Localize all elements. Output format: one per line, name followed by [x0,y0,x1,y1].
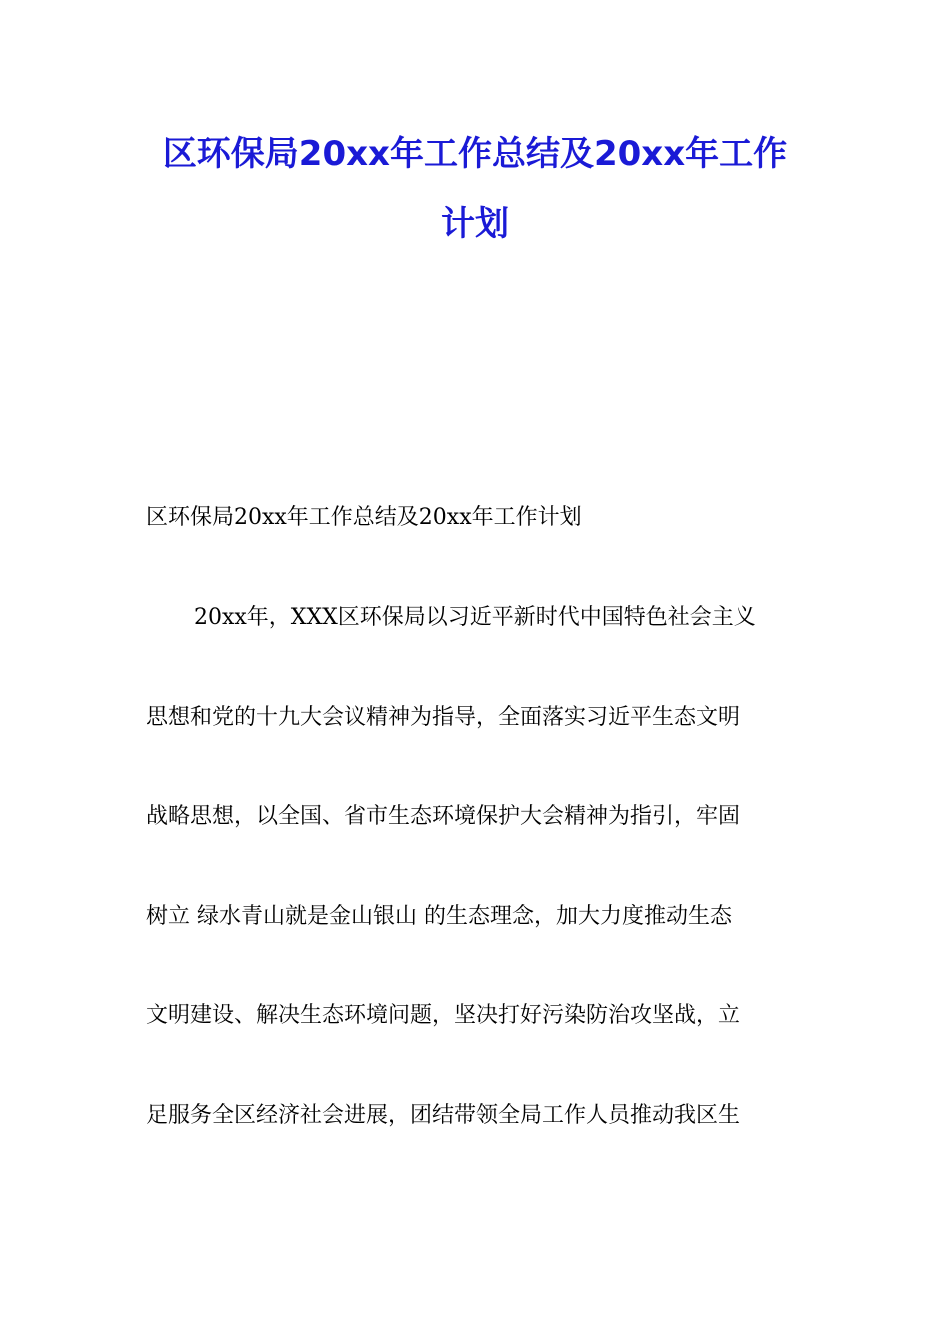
paragraph-line-4: 树立 绿水青山就是金山银山 的生态理念，加大力度推动生态 [146,904,732,929]
document-title-line-1: 区环保局20xx年工作总结及20xx年工作 [162,134,788,174]
paragraph-line-5: 文明建设、解决生态环境问题，坚决打好污染防治攻坚战，立 [146,1003,741,1028]
document-title-line-2: 计划 [441,204,509,244]
paragraph-line-3: 战略思想，以全国、省市生态环境保护大会精神为指引，牢固 [146,804,741,829]
paragraph-line-2: 思想和党的十九大会议精神为指导，全面落实习近平生态文明 [146,705,741,730]
paragraph-line-1: 20xx年，XXX区环保局以习近平新时代中国特色社会主义 [194,605,756,630]
document-subtitle: 区环保局20xx年工作总结及20xx年工作计划 [146,505,582,530]
paragraph-line-6: 足服务全区经济社会进展，团结带领全局工作人员推动我区生 [146,1103,741,1128]
